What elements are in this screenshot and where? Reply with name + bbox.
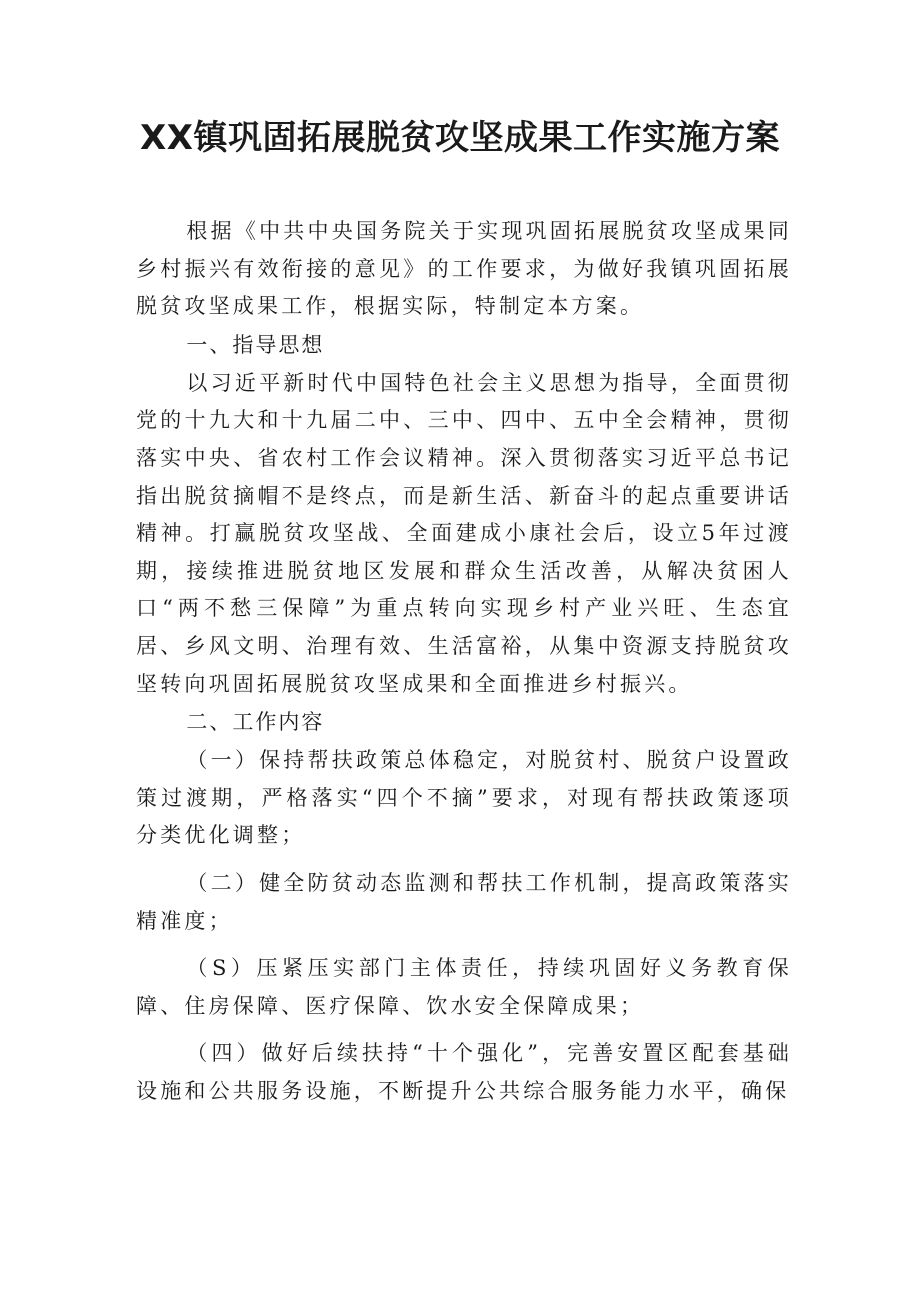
- section-heading-guiding-thought: 一、指导思想: [186, 332, 325, 357]
- work-item-2: （二）健全防贫动态监测和帮扶工作机制，提高政策落实精准度；: [136, 870, 792, 933]
- document-body: [136, 213, 792, 1120]
- section-heading-work-content: 二、工作内容: [186, 710, 325, 735]
- guiding-thought-paragraph: 以习近平新时代中国特色社会主义思想为指导，全面贯彻党的十九大和十九届二中、三中、四中、五中全会精神，贯彻落实中央、省农村工作会议精神。深入贯彻落实习近平总书记指出脱贫摘帽不是终点，而是新生活、新奋斗的起点重要讲话精神。打赢脱贫攻坚战、全面建成小康社会后，设立5年过渡期，接续推进脱贫地区发展和群众生活改善，从解决贫困人口“两不愁三保障”为重点转向实现乡村产业兴旺、生态宜居、乡风文明、治理有效、生活富裕，从集中资源支持脱贫攻坚转向巩固拓展脱贫攻坚成果和全面推进乡村振兴。: [136, 370, 792, 696]
- work-item-3: （S）压紧压实部门主体责任，持续巩固好义务教育保障、住房保障、医疗保障、饮水安全保障成果；: [136, 956, 792, 1018]
- work-item-1: （一）保持帮扶政策总体稳定，对脱贫村、脱贫户设置政策过渡期，严格落实“四个不摘”要求，对现有帮扶政策逐项分类优化调整；: [136, 748, 792, 848]
- document-title: XX镇巩固拓展脱贫攻坚成果工作实施方案: [140, 118, 780, 158]
- work-item-4: （四）做好后续扶持“十个强化”，完善安置区配套基础设施和公共服务设施，不断提升公共综合服务能力水平，确保: [136, 1041, 792, 1103]
- intro-paragraph: 根据《中共中央国务院关于实现巩固拓展脱贫攻坚成果同乡村振兴有效衔接的意见》的工作要求，为做好我镇巩固拓展脱贫攻坚成果工作，根据实际，特制定本方案。: [136, 219, 792, 319]
